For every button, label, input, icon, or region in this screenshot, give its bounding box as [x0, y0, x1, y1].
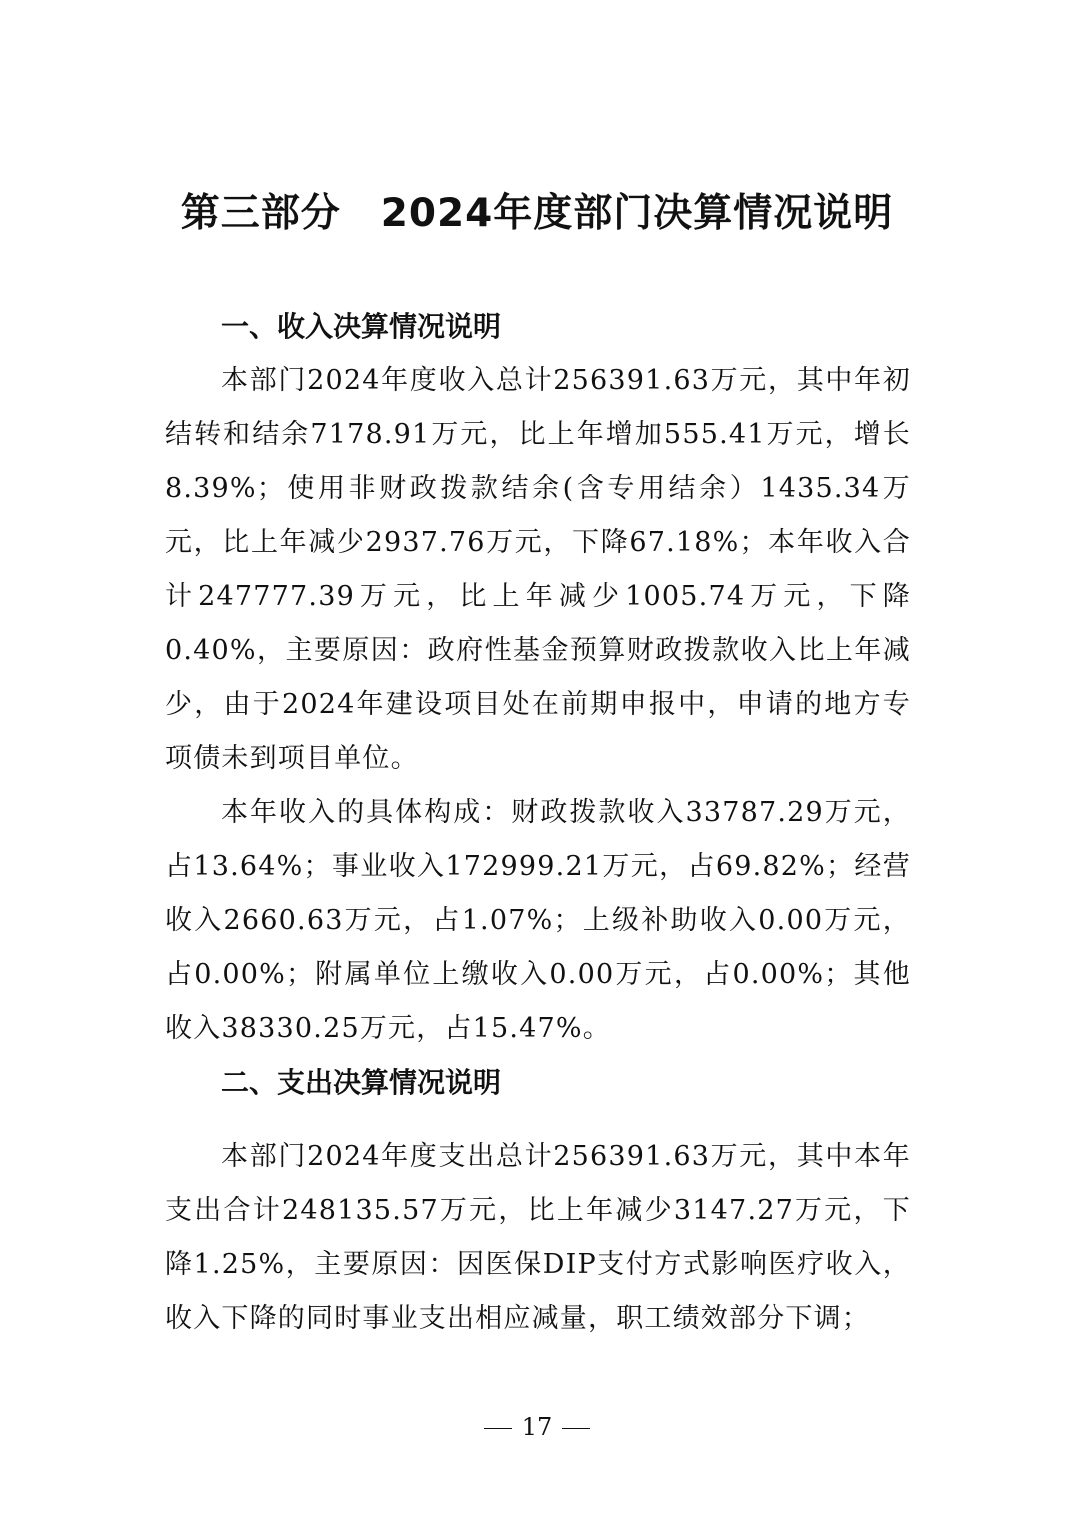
footer-dash-right — [562, 1428, 590, 1429]
footer-dash-left — [484, 1428, 512, 1429]
page-number: 17 — [521, 1413, 553, 1441]
document-body — [165, 300, 911, 1346]
paragraph-income-composition: 本年收入的具体构成：财政拨款收入33787.29万元，占13.64%；事业收入172999.21万元，占69.82%；经营收入2660.63万元，占1.07%；上级补助收入0.00万元，占0.00%；附属单位上缴收入0.00万元，占0.00%；其他收入38330.25万元，占15.47%。 — [165, 797, 911, 1044]
paragraph-expenditure-summary: 本部门2024年度支出总计256391.63万元，其中本年支出合计248135.57万元，比上年减少3147.27万元，下降1.25%，主要原因：因医保DIP支付方式影响医疗收入，收入下降的同时事业支出相应减量，职工绩效部分下调； — [165, 1141, 911, 1334]
section-heading-expenditure: 二、支出决算情况说明 — [221, 1066, 502, 1099]
section-heading-income: 一、收入决算情况说明 — [221, 310, 502, 343]
page-footer — [0, 1407, 1074, 1447]
spacer — [165, 1110, 911, 1130]
paragraph-income-summary: 本部门2024年度收入总计256391.63万元，其中年初结转和结余7178.91万元，比上年增加555.41万元，增长8.39%；使用非财政拨款结余(含专用结余）1435.34万元，比上年减少2937.76万元，下降67.18%；本年收入合计247777.39万元，比上年减少1005.74万元，下降0.40%，主要原因：政府性基金预算财政拨款收入比上年减少，由于2024年建设项目处在前期申报中，申请的地方专项债未到项目单位。 — [165, 365, 911, 774]
page-title: 第三部分 2024年度部门决算情况说明 — [180, 191, 894, 236]
